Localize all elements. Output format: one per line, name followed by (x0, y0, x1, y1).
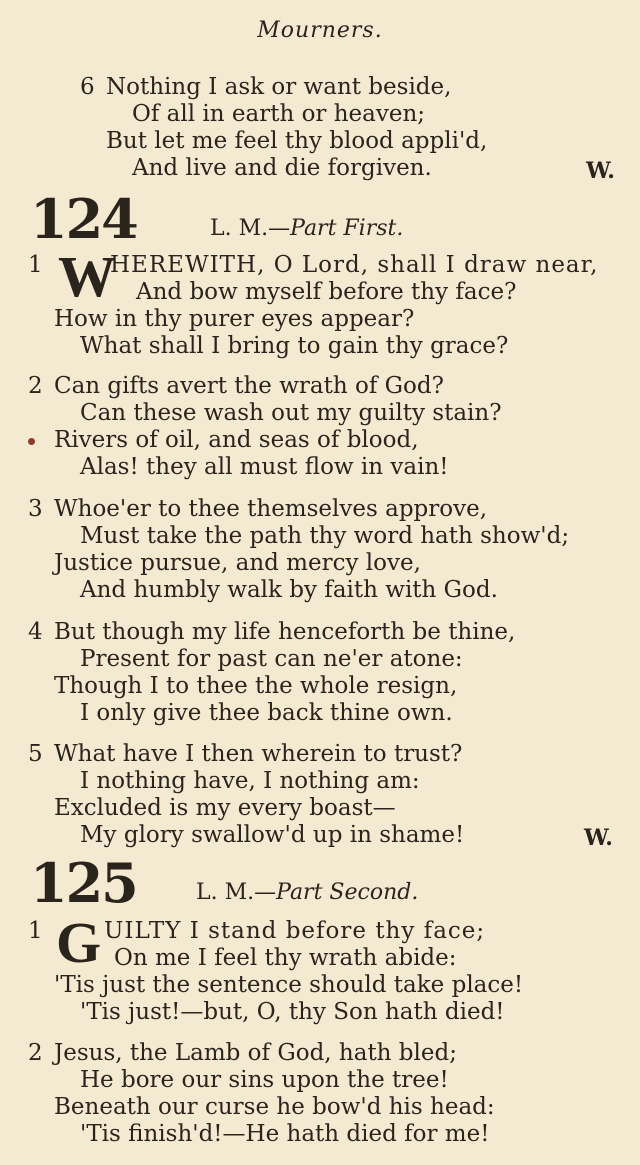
verse-line: Alas! they all must flow in vain! (80, 454, 449, 480)
verse-line: He bore our sins upon the tree! (80, 1067, 449, 1093)
stanza-number: 4 (28, 619, 43, 645)
stanza-number: 3 (28, 496, 43, 522)
verse-line: How in thy purer eyes appear? (54, 306, 415, 332)
hymn-meter (210, 216, 403, 241)
verse-line: And bow myself before thy face? (136, 279, 517, 305)
verse-line: Must take the path thy word hath show'd; (80, 523, 570, 549)
meter-label: L. M.— (196, 880, 277, 905)
verse-line: Present for past can ne'er atone: (80, 646, 463, 672)
verse-line: My glory swallow'd up in shame! (80, 822, 465, 848)
verse-line: I nothing have, I nothing am: (80, 768, 420, 794)
verse-line: Though I to thee the whole resign, (54, 673, 458, 699)
verse-line: And humbly walk by faith with God. (80, 577, 498, 603)
verse-line: But though my life henceforth be thine, (54, 619, 516, 645)
verse-line: What have I then wherein to trust? (54, 741, 463, 767)
verse-line: And live and die forgiven. (132, 155, 432, 181)
verse-line: UILTY I stand before thy face; (104, 918, 486, 944)
author-attribution: W. (584, 825, 613, 851)
verse-line: Beneath our curse he bow'd his head: (54, 1094, 495, 1120)
verse-line: 'Tis just!—but, O, thy Son hath died! (80, 999, 505, 1025)
verse-line: Nothing I ask or want beside, (106, 74, 452, 100)
stanza-number: 6 (80, 74, 95, 100)
author-attribution: W. (586, 158, 615, 184)
verse-line: On me I feel thy wrath abide: (114, 945, 457, 971)
hymn-meter (196, 880, 418, 905)
verse-line: Can these wash out my guilty stain? (80, 400, 502, 426)
stanza-number: 1 (28, 252, 43, 278)
verse-line: Can gifts avert the wrath of God? (54, 373, 444, 399)
verse-line: What shall I bring to gain thy grace? (80, 333, 509, 359)
verse-line: Whoe'er to thee themselves approve, (54, 496, 488, 522)
verse-line: Of all in earth or heaven; (132, 101, 426, 127)
verse-line: Rivers of oil, and seas of blood, (54, 427, 419, 453)
drop-cap: G (56, 910, 102, 975)
hymn-number: 124 (30, 187, 137, 251)
drop-cap: W (58, 244, 116, 309)
stanza-number: 5 (28, 741, 43, 767)
running-head: Mourners. (257, 18, 383, 43)
ink-mark (28, 438, 35, 445)
verse-line: HEREWITH, O Lord, shall I draw near, (110, 252, 599, 278)
part-label: Part Second. (276, 880, 419, 905)
stanza-number: 2 (28, 373, 43, 399)
stanza-number: 1 (28, 918, 43, 944)
hymn-number: 125 (30, 851, 137, 915)
part-label: Part First. (290, 216, 404, 241)
stanza-number: 2 (28, 1040, 43, 1066)
verse-line: Excluded is my every boast— (54, 795, 396, 821)
verse-line: But let me feel thy blood appli'd, (106, 128, 488, 154)
verse-line: Justice pursue, and mercy love, (54, 550, 421, 576)
verse-line: Jesus, the Lamb of God, hath bled; (54, 1040, 457, 1066)
meter-label: L. M.— (210, 216, 291, 241)
verse-line: I only give thee back thine own. (80, 700, 453, 726)
verse-line: 'Tis finish'd!—He hath died for me! (80, 1121, 490, 1147)
verse-line: 'Tis just the sentence should take place! (54, 972, 524, 998)
